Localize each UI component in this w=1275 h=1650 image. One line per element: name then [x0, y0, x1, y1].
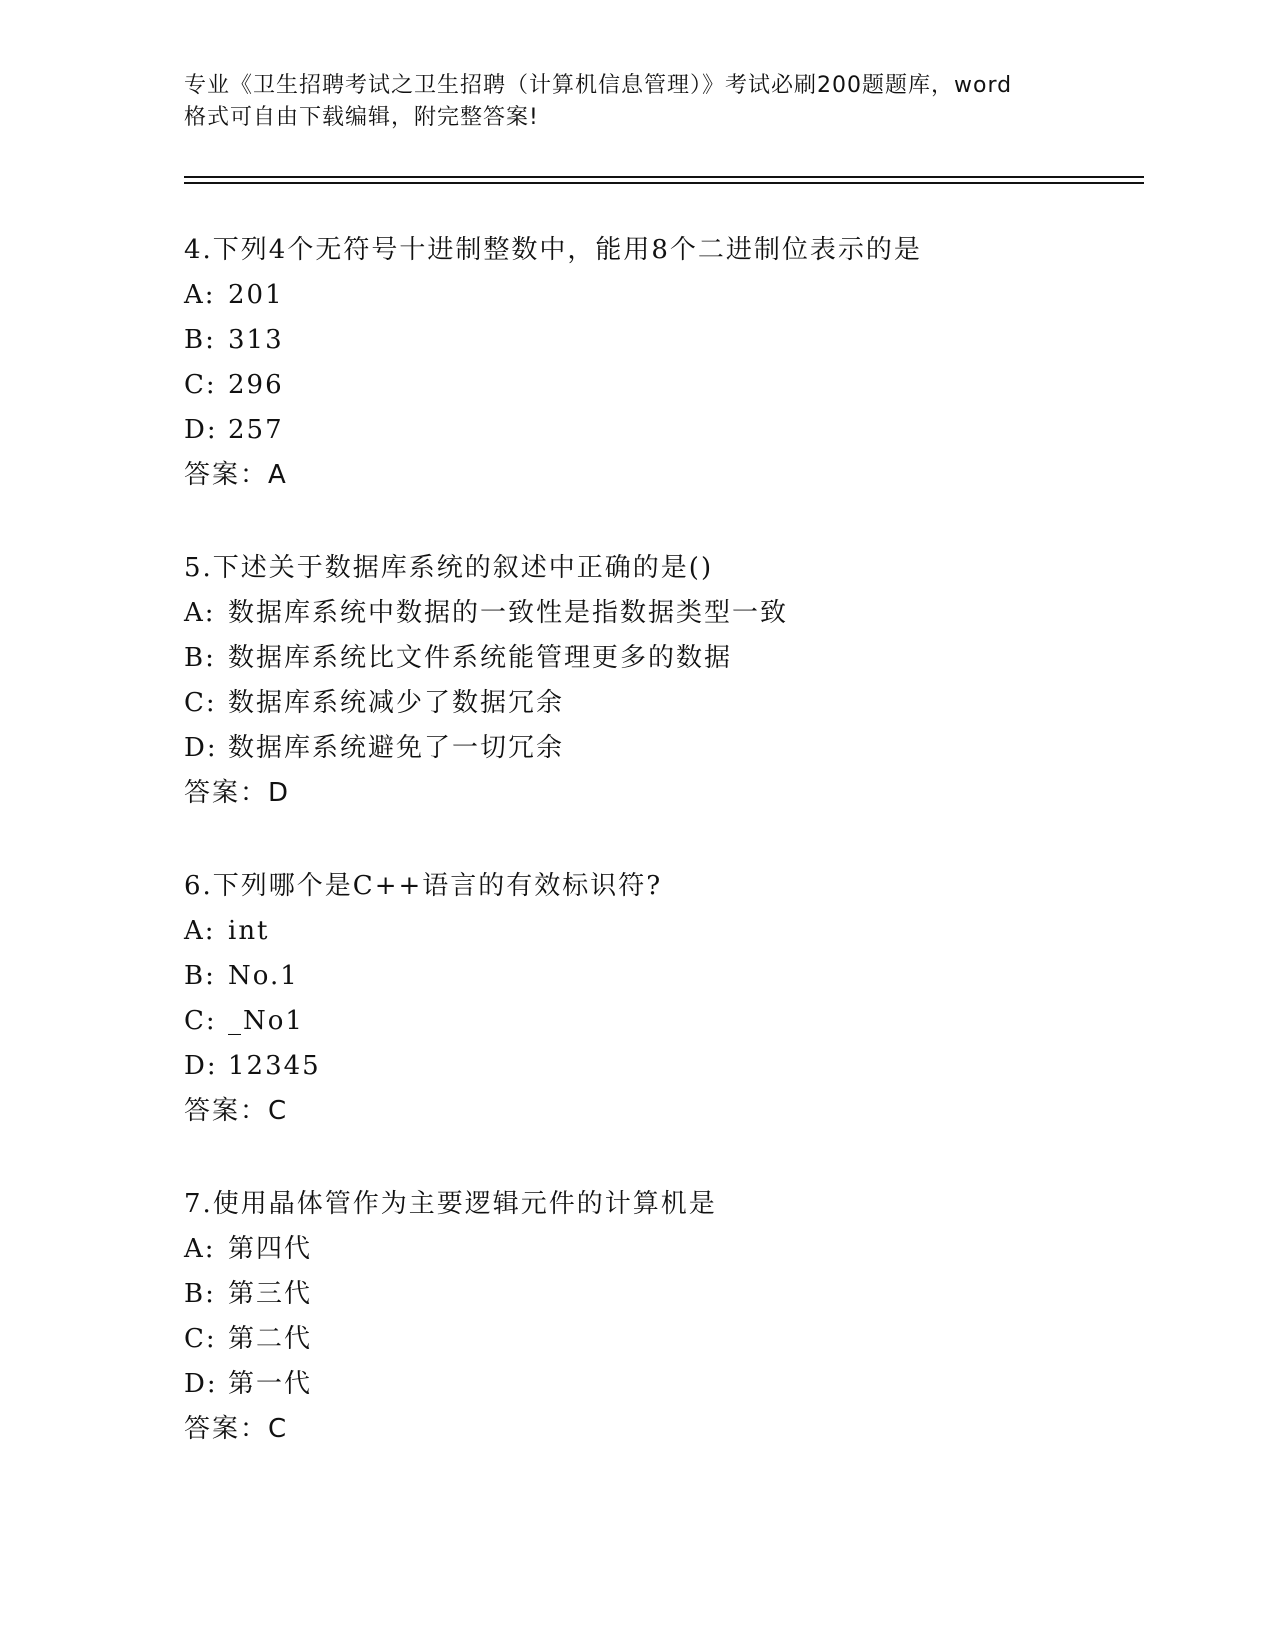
option-b [184, 318, 1144, 363]
question-5 [184, 546, 1144, 816]
option-text: 第三代 [228, 1279, 313, 1309]
option-b [184, 1272, 1144, 1317]
option-letter: C: [184, 370, 217, 400]
option-c [184, 999, 1144, 1044]
option-text: 第四代 [228, 1234, 313, 1264]
option-d [184, 726, 1144, 771]
question-stem: 6.下列哪个是C++语言的有效标识符? [184, 871, 663, 901]
header-divider-bottom [184, 182, 1144, 184]
option-letter: D: [184, 1051, 218, 1081]
option-a [184, 909, 1144, 954]
option-letter: B: [184, 325, 216, 355]
option-a [184, 1227, 1144, 1272]
option-letter: D: [184, 1369, 218, 1399]
option-c [184, 681, 1144, 726]
answer-line: 答案：A [184, 460, 288, 490]
option-text: 数据库系统避免了一切冗余 [228, 733, 565, 763]
question-7 [184, 1182, 1144, 1452]
header-line-1: 专业《卫生招聘考试之卫生招聘（计算机信息管理）》考试必刷200题题库，word [184, 73, 1013, 98]
option-letter: D: [184, 415, 218, 445]
option-d [184, 408, 1144, 453]
option-letter: A: [184, 1234, 216, 1264]
option-letter: B: [184, 643, 216, 673]
question-stem: 5.下述关于数据库系统的叙述中正确的是() [184, 553, 714, 583]
option-letter: A: [184, 916, 216, 946]
option-a [184, 591, 1144, 636]
option-a [184, 273, 1144, 318]
option-d [184, 1362, 1144, 1407]
option-b [184, 954, 1144, 999]
option-text: 12345 [228, 1051, 321, 1081]
option-letter: B: [184, 961, 216, 991]
option-letter: C: [184, 1006, 217, 1036]
option-b [184, 636, 1144, 681]
option-text: 数据库系统减少了数据冗余 [228, 688, 565, 718]
header-line-2: 格式可自由下载编辑，附完整答案! [184, 105, 539, 130]
option-text: int [228, 916, 270, 946]
option-text: 257 [228, 415, 284, 445]
option-text: 313 [228, 325, 284, 355]
question-6 [184, 864, 1144, 1134]
option-letter: A: [184, 280, 216, 310]
option-c [184, 1317, 1144, 1362]
header-divider-top [184, 176, 1144, 178]
option-letter: A: [184, 598, 216, 628]
option-letter: B: [184, 1279, 216, 1309]
option-d [184, 1044, 1144, 1089]
option-text: 数据库系统中数据的一致性是指数据类型一致 [228, 598, 789, 628]
question-stem: 4.下列4个无符号十进制整数中，能用8个二进制位表示的是 [184, 235, 922, 265]
option-text: _No1 [228, 1006, 304, 1036]
option-text: 第二代 [228, 1324, 313, 1354]
question-stem: 7.使用晶体管作为主要逻辑元件的计算机是 [184, 1189, 717, 1219]
option-letter: C: [184, 688, 217, 718]
question-4 [184, 228, 1144, 498]
answer-line: 答案：D [184, 778, 291, 808]
answer-line: 答案：C [184, 1414, 289, 1444]
option-text: 第一代 [228, 1369, 313, 1399]
option-letter: D: [184, 733, 218, 763]
option-text: 数据库系统比文件系统能管理更多的数据 [228, 643, 733, 673]
option-text: 296 [228, 370, 284, 400]
option-text: 201 [228, 280, 284, 310]
answer-line: 答案：C [184, 1096, 289, 1126]
option-letter: C: [184, 1324, 217, 1354]
document-header [184, 70, 1084, 134]
option-c [184, 363, 1144, 408]
option-text: No.1 [228, 961, 299, 991]
